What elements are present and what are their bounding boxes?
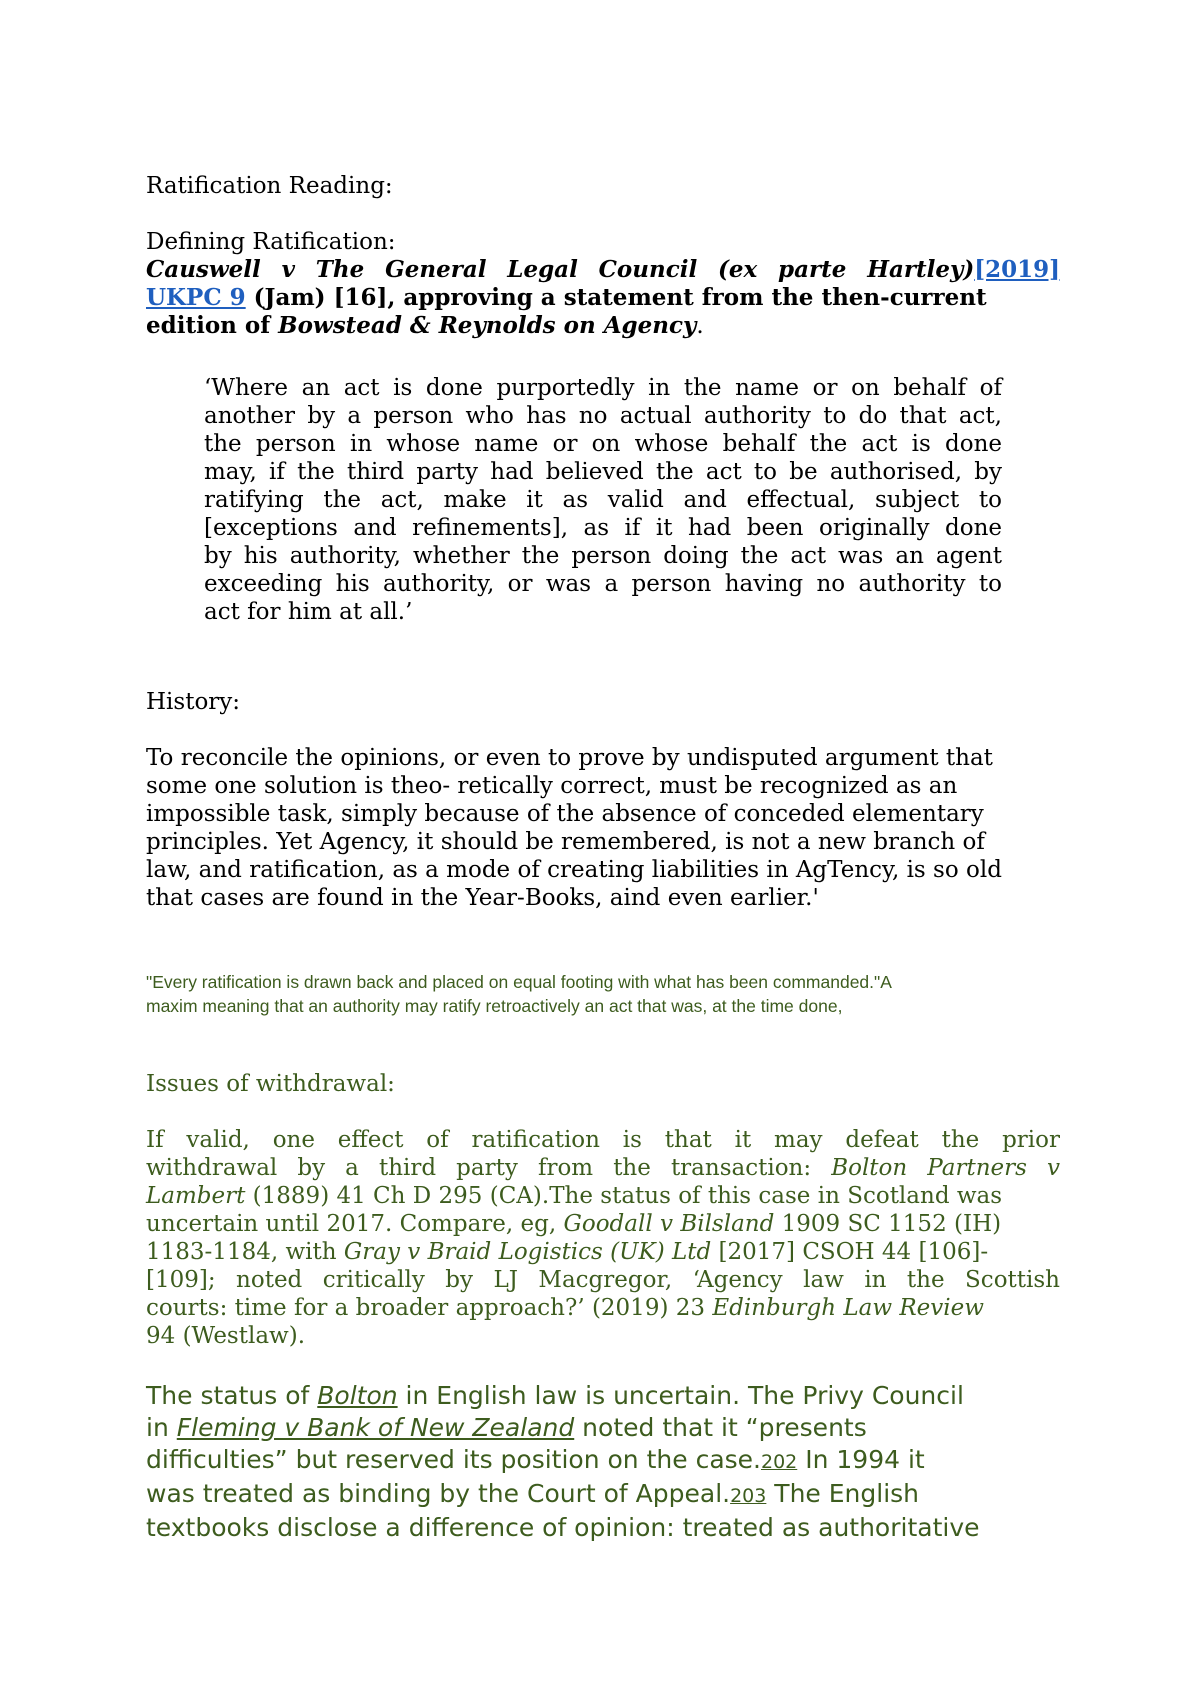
footnote-link-203[interactable]: 203: [730, 1485, 767, 1507]
text-run: uncertain until 2017. Compare, eg,: [146, 1211, 564, 1237]
fleming-link[interactable]: Fleming v Bank of New Zealand: [176, 1413, 575, 1442]
withdrawal-line-6: [109]; noted critically by LJ Macgregor, ‘Agency law in the Scottish: [146, 1267, 1060, 1293]
history-line: impossible task, simply because of the absence of conceded elementary: [146, 801, 984, 827]
quote-line: exceeding his authority, or was a person having no authority to: [204, 571, 1002, 597]
citation-link-ukpc[interactable]: UKPC 9: [146, 284, 246, 311]
withdrawal-line-5: [146, 1238, 1060, 1266]
period: .: [696, 313, 704, 339]
quote-line: ‘Where an act is done purportedly in the name or on behalf of: [204, 375, 1002, 401]
quote-line: ratifying the act, make it as valid and effectual, subject to: [204, 487, 1002, 513]
text-run: The English: [766, 1479, 920, 1508]
text-run: courts: time for a broader approach?’ (2019) 23: [146, 1295, 713, 1321]
withdrawal-line-1: If valid, one effect of ratification is that it may defeat the prior: [146, 1127, 1060, 1153]
defining-line-1: [146, 256, 1060, 284]
defining-line-3: [146, 312, 1060, 340]
case-name: Causwell v The General Legal Council (ex parte Hartley): [146, 256, 975, 283]
bolton-line-2: [146, 1412, 1060, 1444]
history-heading: History:: [146, 689, 241, 715]
history-paragraph: [146, 744, 1060, 912]
text-run: 1909 SC 1152 (IH): [774, 1211, 1002, 1237]
case-gray: Gray v Braid Logistics (UK) Ltd: [343, 1239, 712, 1265]
bolton-line-3: [146, 1444, 1060, 1478]
book-title: Bowstead & Reynolds on Agency: [278, 312, 697, 339]
history-line: some one solution is theo- retically correct, must be recognized as an: [146, 773, 958, 799]
maxim-note: [146, 970, 1060, 1018]
quote-line: act for him at all.’: [204, 599, 413, 625]
withdrawal-paragraph: [146, 1126, 1060, 1350]
text-run: noted that it “presents: [574, 1413, 867, 1442]
withdrawal-line-8: 94 (Westlaw).: [146, 1323, 306, 1349]
defining-heading: Defining Ratification:: [146, 229, 396, 255]
defining-line-2: [146, 284, 1060, 312]
bolton-line-5: textbooks disclose a difference of opinion: treated as authoritative: [146, 1513, 980, 1542]
text-run: withdrawal by a third party from the transaction:: [146, 1155, 832, 1181]
withdrawal-line-2: [146, 1154, 1060, 1182]
quote-line: [exceptions and refinements], as if it had been originally done: [204, 515, 1002, 541]
case-goodall: Goodall v Bilsland: [563, 1211, 775, 1237]
quote-line: another by a person who has no actual authority to do that act,: [204, 403, 1002, 429]
withdrawal-line-4: [146, 1210, 1060, 1238]
text-run: in English law is uncertain. The Privy Council: [397, 1381, 964, 1410]
edition-prefix: edition of: [146, 312, 279, 339]
text-run: 1183-1184, with: [146, 1239, 344, 1265]
maxim-line: "Every ratification is drawn back and placed on equal footing with what has been commanded."A: [146, 972, 892, 992]
bolton-line-4: [146, 1478, 1060, 1512]
journal-title: Edinburgh Law Review: [712, 1295, 984, 1321]
maxim-line: maxim meaning that an authority may ratify retroactively an act that was, at the time done,: [146, 996, 843, 1016]
quote-line: by his authority, whether the person doing the act was an agent: [204, 543, 1002, 569]
history-line: principles. Yet Agency, it should be remembered, is not a new branch of: [146, 829, 985, 855]
text-run: [2017] CSOH 44 [106]-: [711, 1239, 989, 1265]
text-run: was treated as binding by the Court of Appeal.: [146, 1479, 731, 1508]
quote-line: may, if the third party had believed the act to be authorised, by: [204, 459, 1002, 485]
withdrawal-heading: Issues of withdrawal:: [146, 1071, 395, 1097]
quote-line: the person in whose name or on whose behalf the act is done: [204, 431, 1002, 457]
defining-paragraph: [146, 256, 1060, 340]
citation-link-year[interactable]: [2019]: [974, 256, 1060, 283]
text-run: (1889) 41 Ch D 295 (CA).The status of this case in Scotland was: [245, 1183, 1003, 1209]
history-line: law, and ratification, as a mode of creating liabilities in AgTency, is so old: [146, 857, 1002, 883]
bolton-paragraph: [146, 1380, 1060, 1544]
text-run: The status of: [146, 1381, 318, 1410]
history-line: that cases are found in the Year-Books, aind even earlier.': [146, 885, 819, 911]
bolton-line-1: [146, 1380, 1060, 1412]
block-quote: [204, 374, 1002, 626]
history-line: To reconcile the opinions, or even to prove by undisputed argument that: [146, 745, 993, 771]
text-run: In 1994 it: [797, 1445, 925, 1474]
case-lambert: Lambert: [146, 1183, 246, 1209]
case-bolton: Bolton Partners v: [831, 1155, 1060, 1181]
bolton-link[interactable]: Bolton: [317, 1381, 398, 1410]
page-heading: Ratification Reading:: [146, 173, 393, 199]
withdrawal-line-7: [146, 1294, 1060, 1322]
text-run: difficulties” but reserved its position on the case.: [146, 1445, 761, 1474]
footnote-link-202[interactable]: 202: [761, 1451, 798, 1473]
withdrawal-line-3: [146, 1182, 1060, 1210]
text-run: in: [146, 1413, 177, 1442]
citation-remainder: (Jam) [16], approving a statement from the then-current: [245, 284, 987, 311]
